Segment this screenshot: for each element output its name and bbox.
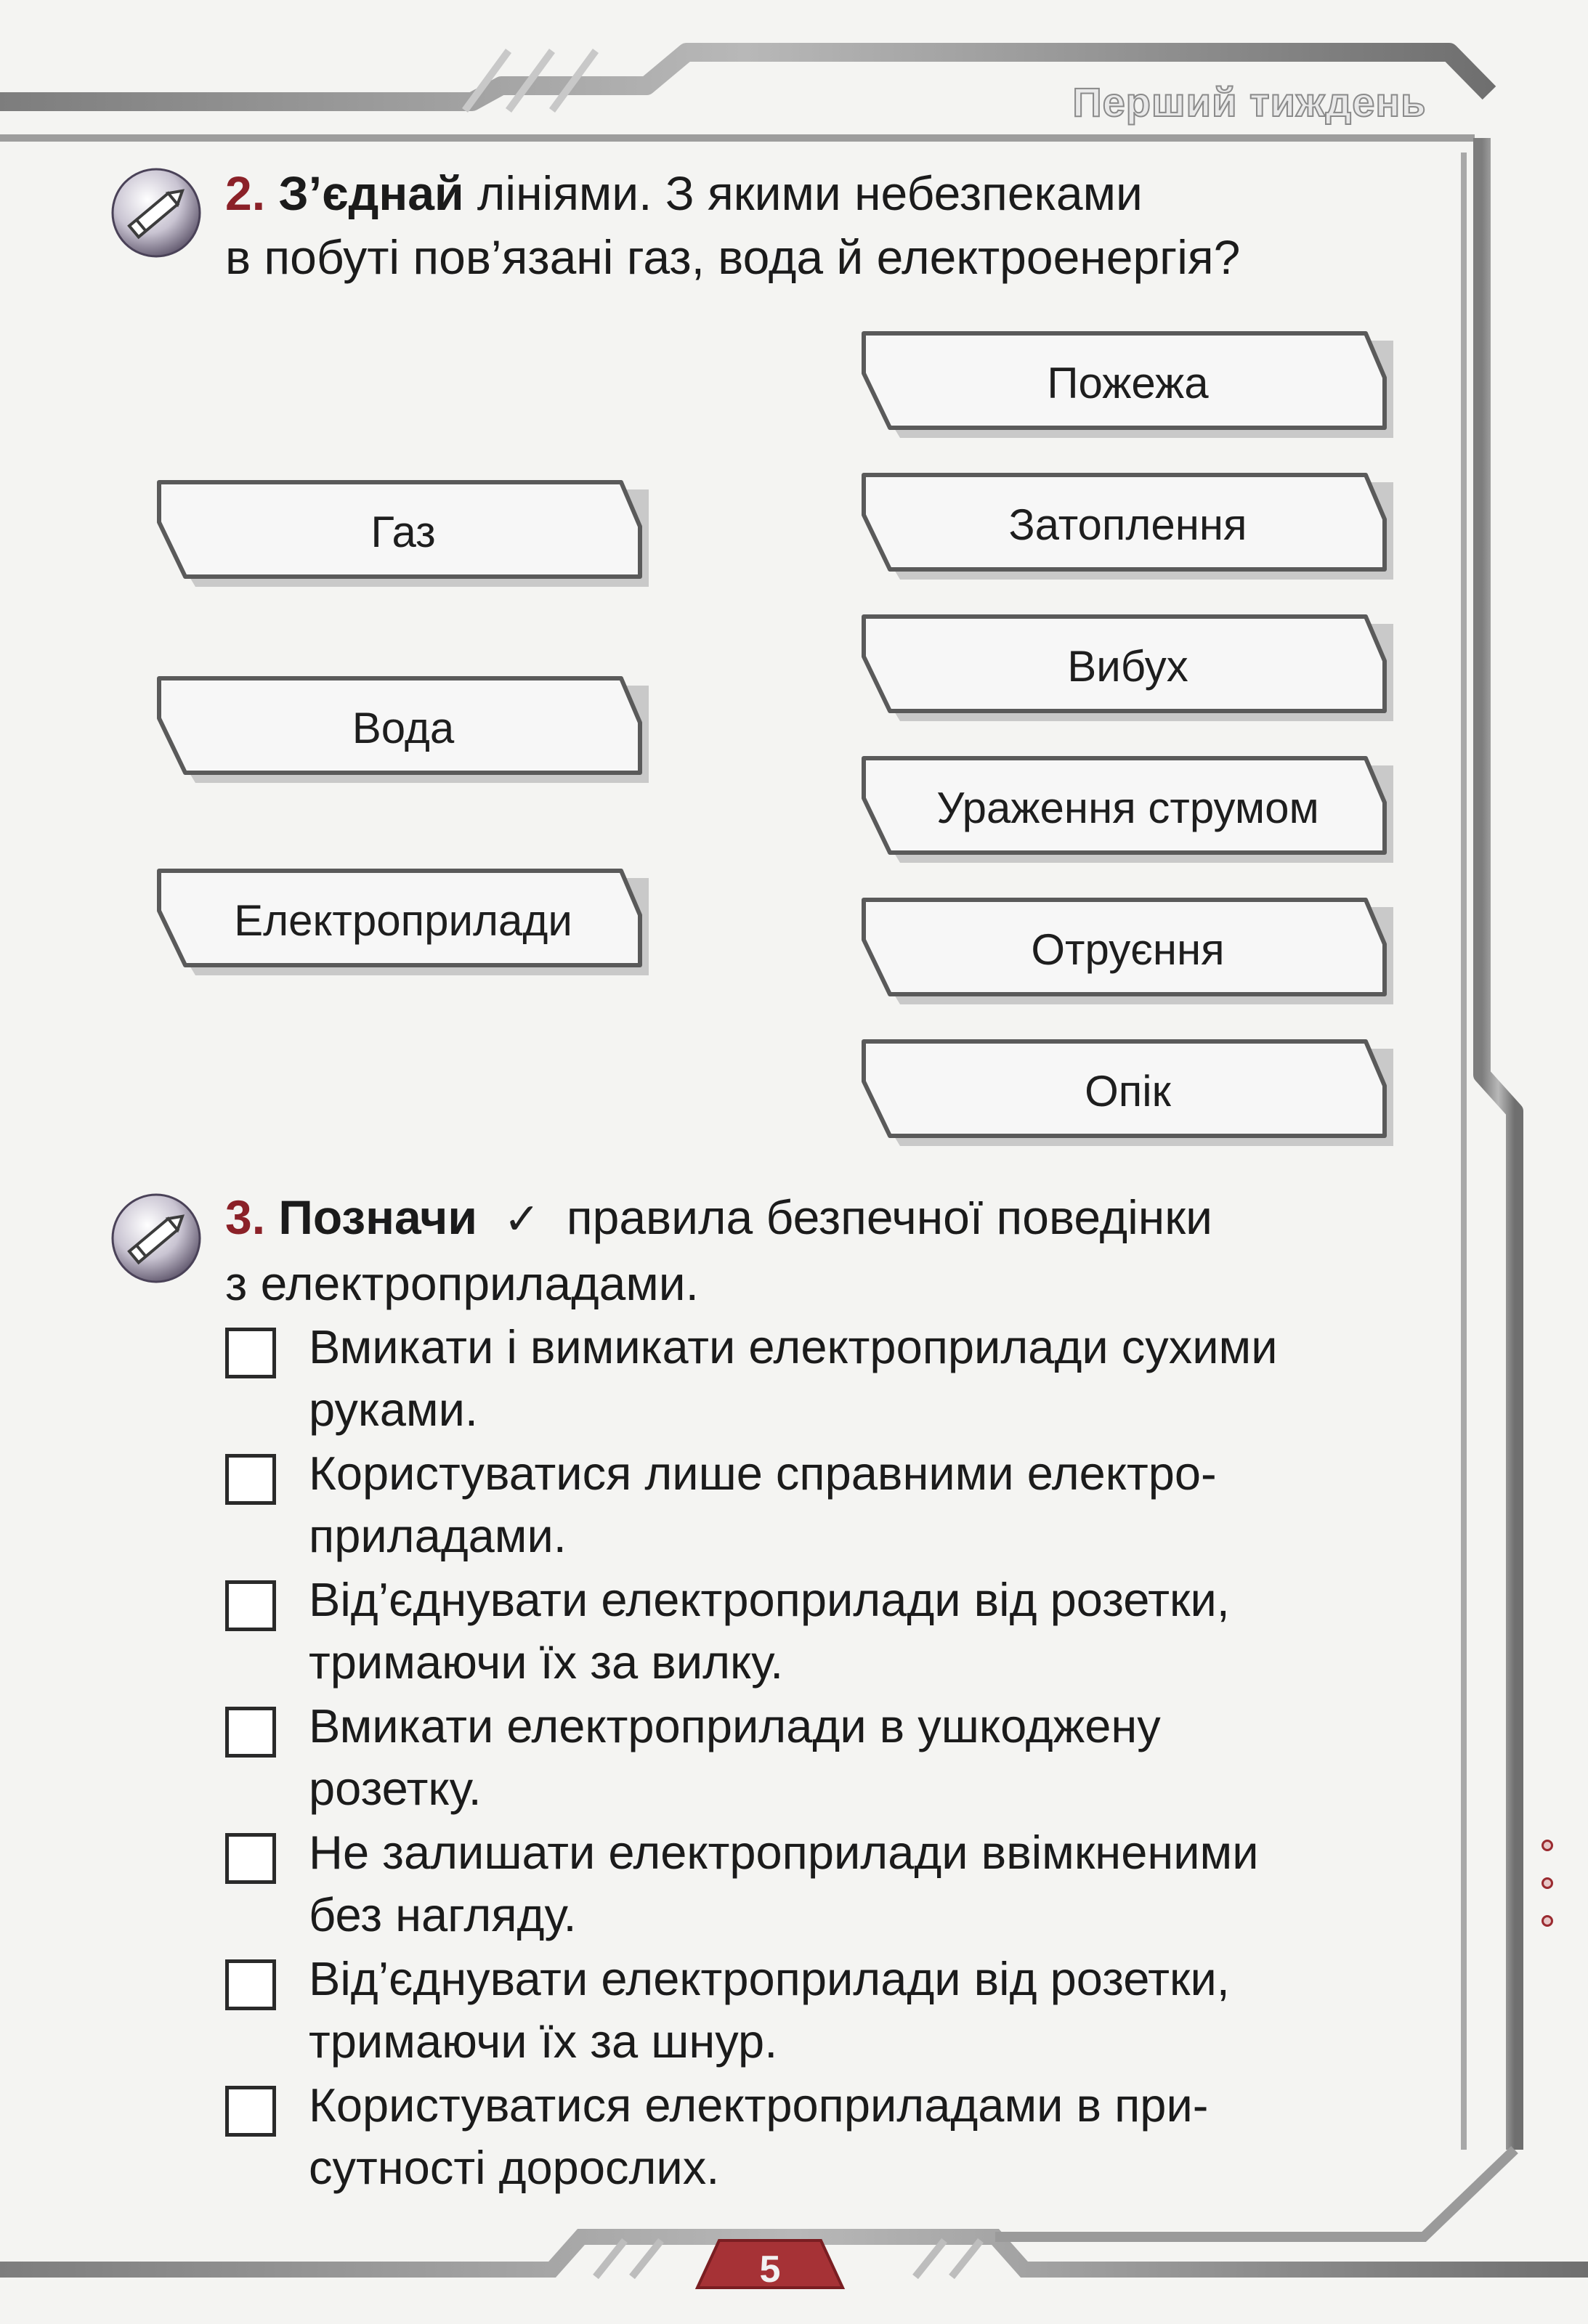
rule-text-line1: Від’єднувати електроприлади від розетки, xyxy=(309,1573,1230,1626)
rule-item xyxy=(225,1442,1438,1569)
decorative-dot xyxy=(1542,1840,1553,1851)
task3-prompt-line2: з електроприладами. xyxy=(225,1256,699,1310)
rule-checkbox[interactable] xyxy=(225,1833,276,1884)
rule-item xyxy=(225,1316,1438,1442)
task2-prompt-line2: в побуті пов’язані газ, вода й електроенергія? xyxy=(225,230,1241,284)
source-box-label: Вода xyxy=(352,703,455,752)
rule-text-line1: Не залишати електроприлади ввімкненими xyxy=(309,1826,1259,1879)
rule-checkbox[interactable] xyxy=(225,2086,276,2137)
checkmark-icon: ✓ xyxy=(503,1194,540,1245)
decorative-dot xyxy=(1542,1877,1553,1889)
hazard-box-label: Вибух xyxy=(1067,641,1188,691)
rule-text-line1: Вмикати електроприлади в ушкоджену xyxy=(309,1699,1161,1752)
rule-item xyxy=(225,2074,1438,2201)
rule-text-line2: без нагляду. xyxy=(309,1888,577,1941)
task3-prompt-line1: правила безпечної поведінки xyxy=(566,1190,1212,1244)
rule-item xyxy=(225,1948,1438,2074)
rule-text-line2: тримаючи їх за вилку. xyxy=(309,1636,784,1689)
hazard-box[interactable] xyxy=(861,330,1395,439)
source-box[interactable] xyxy=(156,479,650,588)
task2-number: 2. xyxy=(225,166,266,220)
task3-heading xyxy=(225,1185,1438,1315)
pencil-task-icon xyxy=(109,1191,203,1285)
hazard-box[interactable] xyxy=(861,755,1395,864)
source-box-label: Електроприлади xyxy=(234,895,572,945)
task2-verb: З’єднай xyxy=(278,166,464,220)
rule-item xyxy=(225,1695,1438,1821)
rule-checkbox[interactable] xyxy=(225,1454,276,1505)
rule-text-line2: розетку. xyxy=(309,1762,482,1815)
week-label: Перший тиждень xyxy=(1072,79,1427,125)
task2-prompt-line1: лініями. З якими небезпеками xyxy=(477,166,1143,220)
hazard-box[interactable] xyxy=(861,472,1395,581)
task2-heading xyxy=(225,161,1446,289)
source-box-label: Газ xyxy=(370,507,436,556)
rule-text-line1: Вмикати і вимикати електроприлади сухими xyxy=(309,1320,1278,1373)
hazard-box-label: Затоплення xyxy=(1008,500,1247,549)
rule-checkbox[interactable] xyxy=(225,1959,276,2010)
hazard-box[interactable] xyxy=(861,614,1395,723)
hazard-box[interactable] xyxy=(861,1039,1395,1147)
rule-item xyxy=(225,1569,1438,1695)
rules-list xyxy=(225,1316,1438,2201)
rule-checkbox[interactable] xyxy=(225,1328,276,1378)
decorative-dot xyxy=(1542,1915,1553,1927)
rule-text-line2: приладами. xyxy=(309,1509,567,1562)
rule-text-line1: Від’єднувати електроприлади від розетки, xyxy=(309,1952,1230,2005)
source-box[interactable] xyxy=(156,675,650,784)
hazard-box-label: Ураження струмом xyxy=(936,783,1319,832)
rule-text-line2: руками. xyxy=(309,1383,478,1436)
source-box[interactable] xyxy=(156,868,650,977)
rule-checkbox[interactable] xyxy=(225,1580,276,1631)
rule-checkbox[interactable] xyxy=(225,1707,276,1758)
hazard-box-label: Отруєння xyxy=(1031,925,1225,974)
rule-text-line1: Користуватися лише справними електро- xyxy=(309,1447,1217,1500)
rule-item xyxy=(225,1821,1438,1948)
rule-text-line2: сутності дорослих. xyxy=(309,2141,720,2194)
hazard-box-label: Пожежа xyxy=(1047,358,1209,407)
task3-number: 3. xyxy=(225,1190,266,1244)
pencil-task-icon xyxy=(109,166,203,260)
page-number: 5 xyxy=(759,2248,781,2291)
hazard-box[interactable] xyxy=(861,897,1395,1006)
rule-text-line1: Користуватися електроприладами в при- xyxy=(309,2079,1209,2132)
hazard-box-label: Опік xyxy=(1085,1066,1171,1116)
task3-verb: Позначи xyxy=(278,1190,477,1244)
rule-text-line2: тримаючи їх за шнур. xyxy=(309,2015,778,2068)
